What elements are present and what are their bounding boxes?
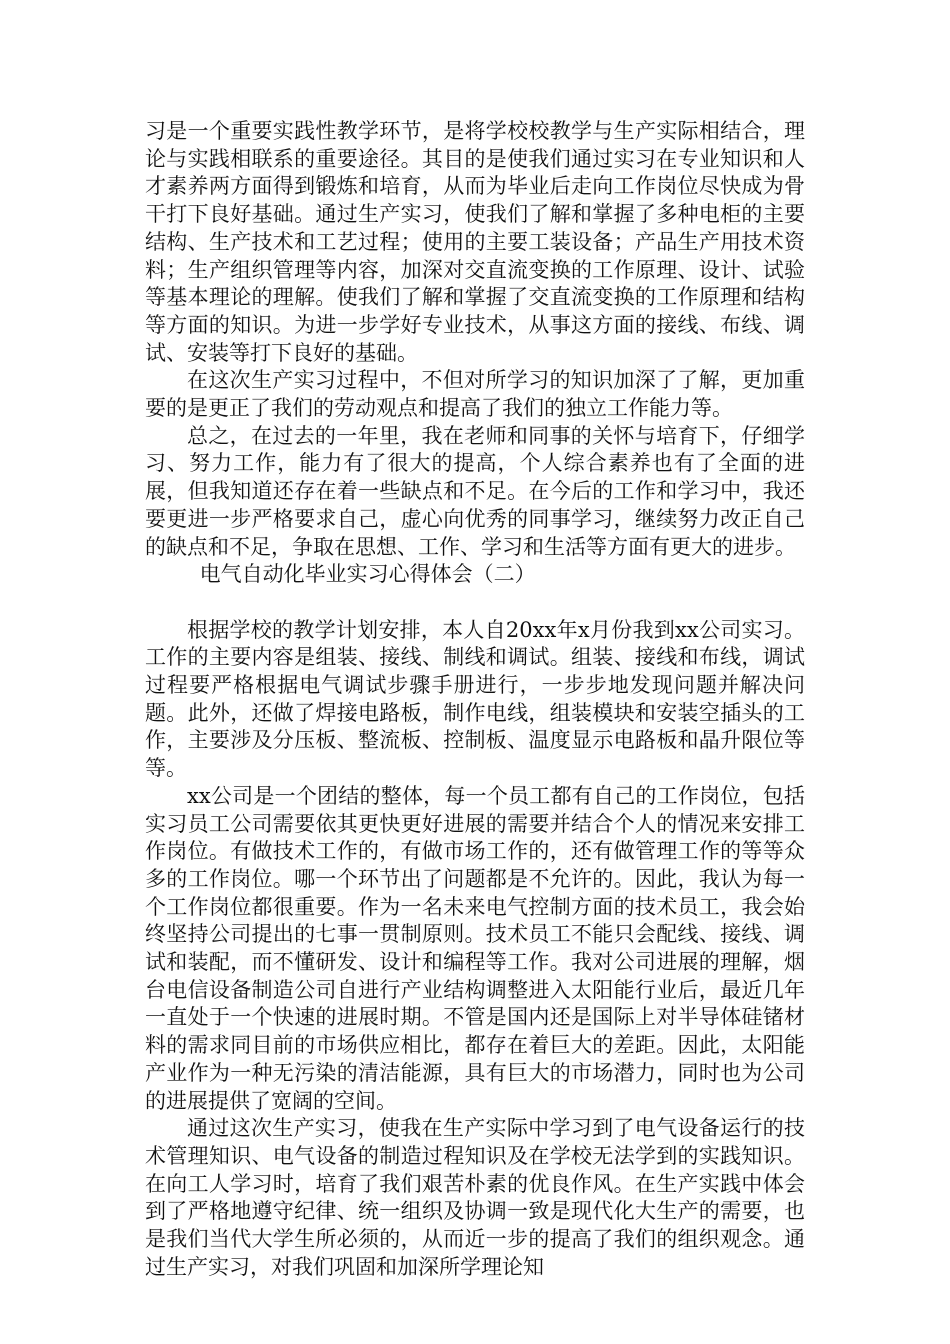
paragraph-1: 习是一个重要实践性教学环节，是将学校校教学与生产实际相结合，理论与实践相联系的重要途径。其目的是使我们通过实习在专业知识和人才素养两方面得到锻炼和培育，从而为毕业后走向工作岗位尽快成为骨干打下良好基础。通过生产实习，使我们了解和掌握了多种电柜的主要结构、生产技术和工艺过程；使用的主要工装设备；产品生产用技术资料；生产组织管理等内容，加深对交直流变换的工作原理、设计、试验等基本理论的理解。使我们了解和掌握了交直流变换的工作原理和结构等方面的知识。为进一步学好专业技术，从事这方面的接线、布线、调试、安装等打下良好的基础。 bbox=[145, 119, 805, 365]
paragraph-3: 总之，在过去的一年里，我在老师和同事的关怀与培育下，仔细学习、努力工作，能力有了很大的提高，个人综合素养也有了全面的进展，但我知道还存在着一些缺点和不足。在今后的工作和学习中，我还要更进一步严格要求自己，虚心向优秀的同事学习，继续努力改正自己的缺点和不足，争取在思想、工作、学习和生活等方面有更大的进步。 bbox=[145, 423, 805, 559]
paragraph-5: xx公司是一个团结的整体，每一个员工都有自己的工作岗位，包括实习员工公司需要依其更快更好进展的需要并结合个人的情况来安排工作岗位。有做技术工作的，有做市场工作的，还有做管理工作的等等众多的工作岗位。哪一个环节出了问题都是不允许的。因此，我认为每一个工作岗位都很重要。作为一名未来电气控制方面的技术员工，我会始终坚持公司提出的七事一贯制原则。技术员工不能只会配线、接线、调试和装配，而不懂研发、设计和编程等工作。我对公司进展的理解，烟台电信设备制造公司自进行产业结构调整进入太阳能行业后，最近几年一直处于一个快速的进展时期。不管是国内还是国际上对半导体硅锗材料的需求同目前的市场供应相比，都存在着巨大的差距。因此，太阳能产业作为一种无污染的清洁能源，具有巨大的市场潜力，同时也为公司的进展提供了宽阔的空间。 bbox=[145, 783, 805, 1113]
document-body bbox=[145, 118, 805, 1282]
paragraph-6: 通过这次生产实习，使我在生产实际中学习到了电气设备运行的技术管理知识、电气设备的制造过程知识及在学校无法学到的实践知识。在向工人学习时，培育了我们艰苦朴素的优良作风。在生产实践中体会到了严格地遵守纪律、统一组织及协调一致是现代化大生产的需要，也是我们当代大学生所必须的，从而近一步的提高了我们的组织观念。通过生产实习，对我们巩固和加深所学理论知 bbox=[145, 1116, 805, 1279]
section-title: 电气自动化毕业实习心得体会（二） bbox=[199, 562, 536, 587]
blank-line bbox=[145, 589, 805, 617]
paragraph-2: 在这次生产实习过程中，不但对所学习的知识加深了了解，更加重要的是更正了我们的劳动观点和提高了我们的独立工作能力等。 bbox=[145, 368, 805, 421]
paragraph-4: 根据学校的教学计划安排，本人自20xx年x月份我到xx公司实习。工作的主要内容是组装、接线、制线和调试。组装、接线和布线，调试过程要严格根据电气调试步骤手册进行，一步步地发现问题并解决问题。此外，还做了焊接电路板，制作电线，组装模块和安装空插头的工作，主要涉及分压板、整流板、控制板、温度显示电路板和晶升限位等等。 bbox=[145, 617, 805, 781]
